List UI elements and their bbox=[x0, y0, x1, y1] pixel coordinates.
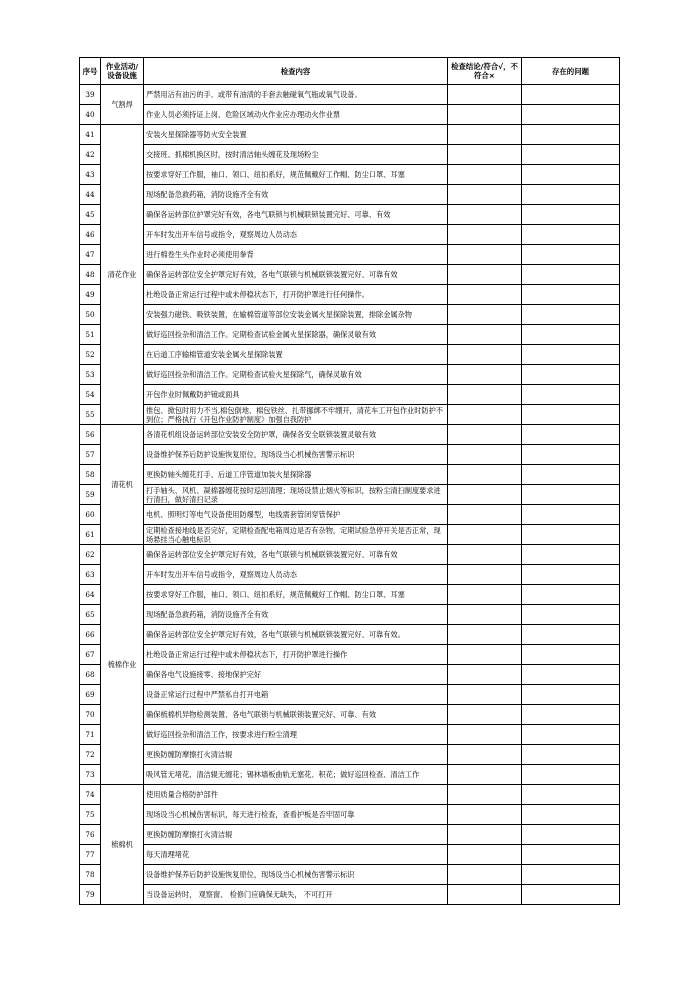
check-content: 吸风管无堵花、清洁辊无缠花；锡林墙板曲轨无塞花、积花；做好巡回检查、清洁工作 bbox=[144, 765, 448, 785]
row-number: 67 bbox=[80, 645, 101, 665]
issue-cell[interactable] bbox=[522, 705, 620, 725]
row-number: 40 bbox=[80, 105, 101, 125]
result-cell[interactable] bbox=[448, 165, 522, 185]
check-content: 设备维护保养后防护设施恢复原位，现场设当心机械伤害警示标识 bbox=[144, 445, 448, 465]
row-number: 54 bbox=[80, 385, 101, 405]
check-content: 定期检查接地线是否完好，定期检查配电箱周边是否有杂物，定期试验急停开关是否正常，现场悬挂当心触电标识 bbox=[144, 525, 448, 545]
result-cell[interactable] bbox=[448, 485, 522, 505]
issue-cell[interactable] bbox=[522, 465, 620, 485]
result-cell[interactable] bbox=[448, 785, 522, 805]
table-row bbox=[80, 485, 620, 505]
issue-cell[interactable] bbox=[522, 845, 620, 865]
result-cell[interactable] bbox=[448, 465, 522, 485]
check-content: 现场设当心机械伤害标识，每天进行检查，查看护板是否牢固可靠 bbox=[144, 805, 448, 825]
table-row bbox=[80, 545, 620, 565]
activity-cell: 清花作业 bbox=[101, 125, 144, 425]
table-row bbox=[80, 145, 620, 165]
issue-cell[interactable] bbox=[522, 185, 620, 205]
check-content: 每天清理堵花 bbox=[144, 845, 448, 865]
result-cell[interactable] bbox=[448, 85, 522, 105]
table-row bbox=[80, 385, 620, 405]
table-row bbox=[80, 125, 620, 145]
table-row bbox=[80, 605, 620, 625]
check-content: 现场配备急救药箱，消防设施齐全有效 bbox=[144, 605, 448, 625]
table-row bbox=[80, 865, 620, 885]
check-content: 设备维护保养后防护设施恢复原位，现场设当心机械伤害警示标识 bbox=[144, 865, 448, 885]
issue-cell[interactable] bbox=[522, 485, 620, 505]
row-number: 47 bbox=[80, 245, 101, 265]
row-number: 75 bbox=[80, 805, 101, 825]
issue-cell[interactable] bbox=[522, 805, 620, 825]
row-number: 64 bbox=[80, 585, 101, 605]
issue-cell[interactable] bbox=[522, 205, 620, 225]
issue-cell[interactable] bbox=[522, 765, 620, 785]
table-row bbox=[80, 805, 620, 825]
table-row bbox=[80, 885, 620, 905]
check-content: 各清花机组设备运转部位安装安全防护罩，确保各安全联锁装置灵敏有效 bbox=[144, 425, 448, 445]
header-no: 序号 bbox=[80, 58, 101, 85]
result-cell[interactable] bbox=[448, 265, 522, 285]
issue-cell[interactable] bbox=[522, 85, 620, 105]
issue-cell[interactable] bbox=[522, 625, 620, 645]
row-number: 41 bbox=[80, 125, 101, 145]
table-row bbox=[80, 345, 620, 365]
row-number: 50 bbox=[80, 305, 101, 325]
header-issue: 存在的问题 bbox=[522, 58, 620, 85]
check-content: 做好巡回捡杂和清洁工作。定期检查试验火星探除气，确保灵敏有效 bbox=[144, 365, 448, 385]
result-cell[interactable] bbox=[448, 805, 522, 825]
row-number: 77 bbox=[80, 845, 101, 865]
table-row bbox=[80, 285, 620, 305]
table-body bbox=[80, 85, 620, 905]
row-number: 53 bbox=[80, 365, 101, 385]
issue-cell[interactable] bbox=[522, 105, 620, 125]
check-content: 确保各电气设施接零、接地保护完好 bbox=[144, 665, 448, 685]
table-row bbox=[80, 645, 620, 665]
issue-cell[interactable] bbox=[522, 345, 620, 365]
issue-cell[interactable] bbox=[522, 825, 620, 845]
issue-cell[interactable] bbox=[522, 885, 620, 905]
row-number: 43 bbox=[80, 165, 101, 185]
result-cell[interactable] bbox=[448, 205, 522, 225]
table-row bbox=[80, 425, 620, 445]
table-row bbox=[80, 665, 620, 685]
header-activity: 作业活动/设备设施 bbox=[101, 58, 144, 85]
table-row bbox=[80, 765, 620, 785]
check-content: 使用质量合格防护部件 bbox=[144, 785, 448, 805]
issue-cell[interactable] bbox=[522, 245, 620, 265]
check-content: 在后道工序输棉管道安装金属火星探除装置 bbox=[144, 345, 448, 365]
row-number: 68 bbox=[80, 665, 101, 685]
check-content: 交接班、抓棉机换区时，按时清洁轴头缠花及现场粉尘 bbox=[144, 145, 448, 165]
issue-cell[interactable] bbox=[522, 285, 620, 305]
issue-cell[interactable] bbox=[522, 865, 620, 885]
check-content: 确保各运转部位安全护罩完好有效，各电气联锁与机械联锁装置完好、可靠有效 bbox=[144, 545, 448, 565]
table-row bbox=[80, 565, 620, 585]
check-content: 当设备运转时， 观察窗、 检修门应确保无缺失， 不可打开 bbox=[144, 885, 448, 905]
result-cell[interactable] bbox=[448, 545, 522, 565]
activity-cell: 清花机 bbox=[101, 425, 144, 545]
issue-cell[interactable] bbox=[522, 145, 620, 165]
issue-cell[interactable] bbox=[522, 585, 620, 605]
row-number: 56 bbox=[80, 425, 101, 445]
table-row bbox=[80, 585, 620, 605]
check-content: 电机、照明灯等电气设备使用防爆型，电线需套管闭穿管保护 bbox=[144, 505, 448, 525]
result-cell[interactable] bbox=[448, 385, 522, 405]
inspection-checklist-table bbox=[79, 57, 620, 905]
issue-cell[interactable] bbox=[522, 445, 620, 465]
row-number: 49 bbox=[80, 285, 101, 305]
row-number: 78 bbox=[80, 865, 101, 885]
issue-cell[interactable] bbox=[522, 545, 620, 565]
row-number: 79 bbox=[80, 885, 101, 905]
row-number: 48 bbox=[80, 265, 101, 285]
row-number: 52 bbox=[80, 345, 101, 365]
result-cell[interactable] bbox=[448, 185, 522, 205]
check-content: 确保各运转部位护罩完好有效，各电气联锁与机械联锁装置完好、可靠、有效 bbox=[144, 205, 448, 225]
result-cell[interactable] bbox=[448, 345, 522, 365]
table-row bbox=[80, 825, 620, 845]
row-number: 76 bbox=[80, 825, 101, 845]
check-content: 开包作业时佩戴防护镜或面具 bbox=[144, 385, 448, 405]
check-content: 严禁用沾有油污的手、或带有油渍的手套去触碰氧气瓶或氧气设备。 bbox=[144, 85, 448, 105]
row-number: 44 bbox=[80, 185, 101, 205]
result-cell[interactable] bbox=[448, 645, 522, 665]
result-cell[interactable] bbox=[448, 625, 522, 645]
check-content: 确保各运转部位安全护罩完好有效，各电气联锁与机械联锁装置完好、可靠有效。 bbox=[144, 625, 448, 645]
check-content: 确保梳棉机异物检测装置、各电气联锁与机械联锁装置完好、可靠、有效 bbox=[144, 705, 448, 725]
row-number: 66 bbox=[80, 625, 101, 645]
header-row bbox=[80, 58, 620, 85]
issue-cell[interactable] bbox=[522, 225, 620, 245]
row-number: 65 bbox=[80, 605, 101, 625]
check-content: 现场配备急救药箱，消防设施齐全有效 bbox=[144, 185, 448, 205]
check-content: 杜绝设备正常运行过程中或未停稳状态下，打开防护罩进行操作 bbox=[144, 645, 448, 665]
row-number: 55 bbox=[80, 405, 101, 425]
table-row bbox=[80, 305, 620, 325]
result-cell[interactable] bbox=[448, 365, 522, 385]
check-content: 做好巡回捡杂和清洁工作，按要求进行粉尘清理 bbox=[144, 725, 448, 745]
table-row bbox=[80, 205, 620, 225]
check-content: 开车时发出开车信号或指令，观察周边人员动态 bbox=[144, 225, 448, 245]
table-row bbox=[80, 85, 620, 105]
table-row bbox=[80, 685, 620, 705]
result-cell[interactable] bbox=[448, 885, 522, 905]
result-cell[interactable] bbox=[448, 245, 522, 265]
issue-cell[interactable] bbox=[522, 605, 620, 625]
check-content: 更换防缠防摩擦打火清洁辊 bbox=[144, 825, 448, 845]
table-row bbox=[80, 725, 620, 745]
check-content: 更换防轴头缠花打手、后道工序管道加装火星探除器 bbox=[144, 465, 448, 485]
check-content: 开车时发出开车信号或指令，观察周边人员动态 bbox=[144, 565, 448, 585]
table-row bbox=[80, 625, 620, 645]
row-number: 57 bbox=[80, 445, 101, 465]
check-content: 杜绝设备正常运行过程中或未停稳状态下，打开防护罩进行任何操作。 bbox=[144, 285, 448, 305]
row-number: 58 bbox=[80, 465, 101, 485]
check-content: 设备正常运行过程中严禁私自打开电箱 bbox=[144, 685, 448, 705]
check-content: 确保各运转部位安全护罩完好有效，各电气联锁与机械联锁装置完好、可靠有效 bbox=[144, 265, 448, 285]
result-cell[interactable] bbox=[448, 425, 522, 445]
table-row bbox=[80, 785, 620, 805]
check-content: 进行棉卷生头作业时必须使用拳背 bbox=[144, 245, 448, 265]
table-row bbox=[80, 365, 620, 385]
activity-cell: 梳棉机 bbox=[101, 785, 144, 905]
issue-cell[interactable] bbox=[522, 725, 620, 745]
table-row bbox=[80, 405, 620, 425]
activity-cell: 梳棉作业 bbox=[101, 545, 144, 785]
issue-cell[interactable] bbox=[522, 645, 620, 665]
row-number: 59 bbox=[80, 485, 101, 505]
row-number: 46 bbox=[80, 225, 101, 245]
check-content: 推包、掀包时用力不当,棉包倒地、棉包铁丝、扎带挪绑不牢绷开，清花车工开包作业时防护不到位；严格执行《开包作业防护制度》加强自我防护 bbox=[144, 405, 448, 425]
row-number: 61 bbox=[80, 525, 101, 545]
result-cell[interactable] bbox=[448, 525, 522, 545]
result-cell[interactable] bbox=[448, 445, 522, 465]
row-number: 42 bbox=[80, 145, 101, 165]
check-content: 作业人员必须持证上岗、危险区域动火作业应办理动火作业票 bbox=[144, 105, 448, 125]
result-cell[interactable] bbox=[448, 685, 522, 705]
result-cell[interactable] bbox=[448, 705, 522, 725]
row-number: 72 bbox=[80, 745, 101, 765]
issue-cell[interactable] bbox=[522, 565, 620, 585]
issue-cell[interactable] bbox=[522, 665, 620, 685]
result-cell[interactable] bbox=[448, 305, 522, 325]
issue-cell[interactable] bbox=[522, 305, 620, 325]
result-cell[interactable] bbox=[448, 405, 522, 425]
result-cell[interactable] bbox=[448, 825, 522, 845]
result-cell[interactable] bbox=[448, 125, 522, 145]
result-cell[interactable] bbox=[448, 585, 522, 605]
table-row bbox=[80, 745, 620, 765]
result-cell[interactable] bbox=[448, 505, 522, 525]
issue-cell[interactable] bbox=[522, 265, 620, 285]
result-cell[interactable] bbox=[448, 225, 522, 245]
table-row bbox=[80, 225, 620, 245]
issue-cell[interactable] bbox=[522, 785, 620, 805]
table-row bbox=[80, 265, 620, 285]
check-content: 做好巡回捡杂和清洁工作。定期检查试验金属火星探除器，确保灵敏有效 bbox=[144, 325, 448, 345]
result-cell[interactable] bbox=[448, 725, 522, 745]
issue-cell[interactable] bbox=[522, 365, 620, 385]
header-content: 检查内容 bbox=[144, 58, 448, 85]
row-number: 62 bbox=[80, 545, 101, 565]
issue-cell[interactable] bbox=[522, 745, 620, 765]
issue-cell[interactable] bbox=[522, 525, 620, 545]
check-content: 安装火星探除器等防火安全装置 bbox=[144, 125, 448, 145]
issue-cell[interactable] bbox=[522, 405, 620, 425]
table-row bbox=[80, 705, 620, 725]
issue-cell[interactable] bbox=[522, 385, 620, 405]
result-cell[interactable] bbox=[448, 665, 522, 685]
issue-cell[interactable] bbox=[522, 325, 620, 345]
result-cell[interactable] bbox=[448, 325, 522, 345]
row-number: 63 bbox=[80, 565, 101, 585]
table-row bbox=[80, 505, 620, 525]
table-row bbox=[80, 465, 620, 485]
check-content: 安装强力磁铁、吸铁装置，在输棉管道等部位安装金属火星探除装置，排除金属杂物 bbox=[144, 305, 448, 325]
row-number: 45 bbox=[80, 205, 101, 225]
table-row bbox=[80, 105, 620, 125]
check-content: 打手轴头、风机、凝棉器缠花按时巡回清理；现场设禁止烟火等标识，按粉尘清扫制度要求进行清扫，做好清扫记录 bbox=[144, 485, 448, 505]
table-row bbox=[80, 245, 620, 265]
table-row bbox=[80, 165, 620, 185]
result-cell[interactable] bbox=[448, 845, 522, 865]
row-number: 74 bbox=[80, 785, 101, 805]
result-cell[interactable] bbox=[448, 765, 522, 785]
result-cell[interactable] bbox=[448, 745, 522, 765]
table-row bbox=[80, 185, 620, 205]
result-cell[interactable] bbox=[448, 285, 522, 305]
row-number: 39 bbox=[80, 85, 101, 105]
row-number: 71 bbox=[80, 725, 101, 745]
result-cell[interactable] bbox=[448, 865, 522, 885]
row-number: 70 bbox=[80, 705, 101, 725]
issue-cell[interactable] bbox=[522, 505, 620, 525]
table-row bbox=[80, 445, 620, 465]
activity-cell: 气割焊 bbox=[101, 85, 144, 125]
row-number: 73 bbox=[80, 765, 101, 785]
row-number: 69 bbox=[80, 685, 101, 705]
issue-cell[interactable] bbox=[522, 685, 620, 705]
table-row bbox=[80, 845, 620, 865]
result-cell[interactable] bbox=[448, 605, 522, 625]
issue-cell[interactable] bbox=[522, 125, 620, 145]
result-cell[interactable] bbox=[448, 145, 522, 165]
check-content: 按要求穿好工作服，袖口、领口、纽扣系好，规范佩戴好工作帽、防尘口罩、耳塞 bbox=[144, 585, 448, 605]
check-content: 更换防缠防摩擦打火清洁辊 bbox=[144, 745, 448, 765]
check-content: 按要求穿好工作服，袖口、领口、纽扣系好，规范佩戴好工作帽、防尘口罩、耳塞 bbox=[144, 165, 448, 185]
issue-cell[interactable] bbox=[522, 165, 620, 185]
result-cell[interactable] bbox=[448, 105, 522, 125]
result-cell[interactable] bbox=[448, 565, 522, 585]
row-number: 51 bbox=[80, 325, 101, 345]
table-row bbox=[80, 525, 620, 545]
header-result: 检查结论/符合√，不符合× bbox=[448, 58, 522, 85]
row-number: 60 bbox=[80, 505, 101, 525]
table-row bbox=[80, 325, 620, 345]
issue-cell[interactable] bbox=[522, 425, 620, 445]
